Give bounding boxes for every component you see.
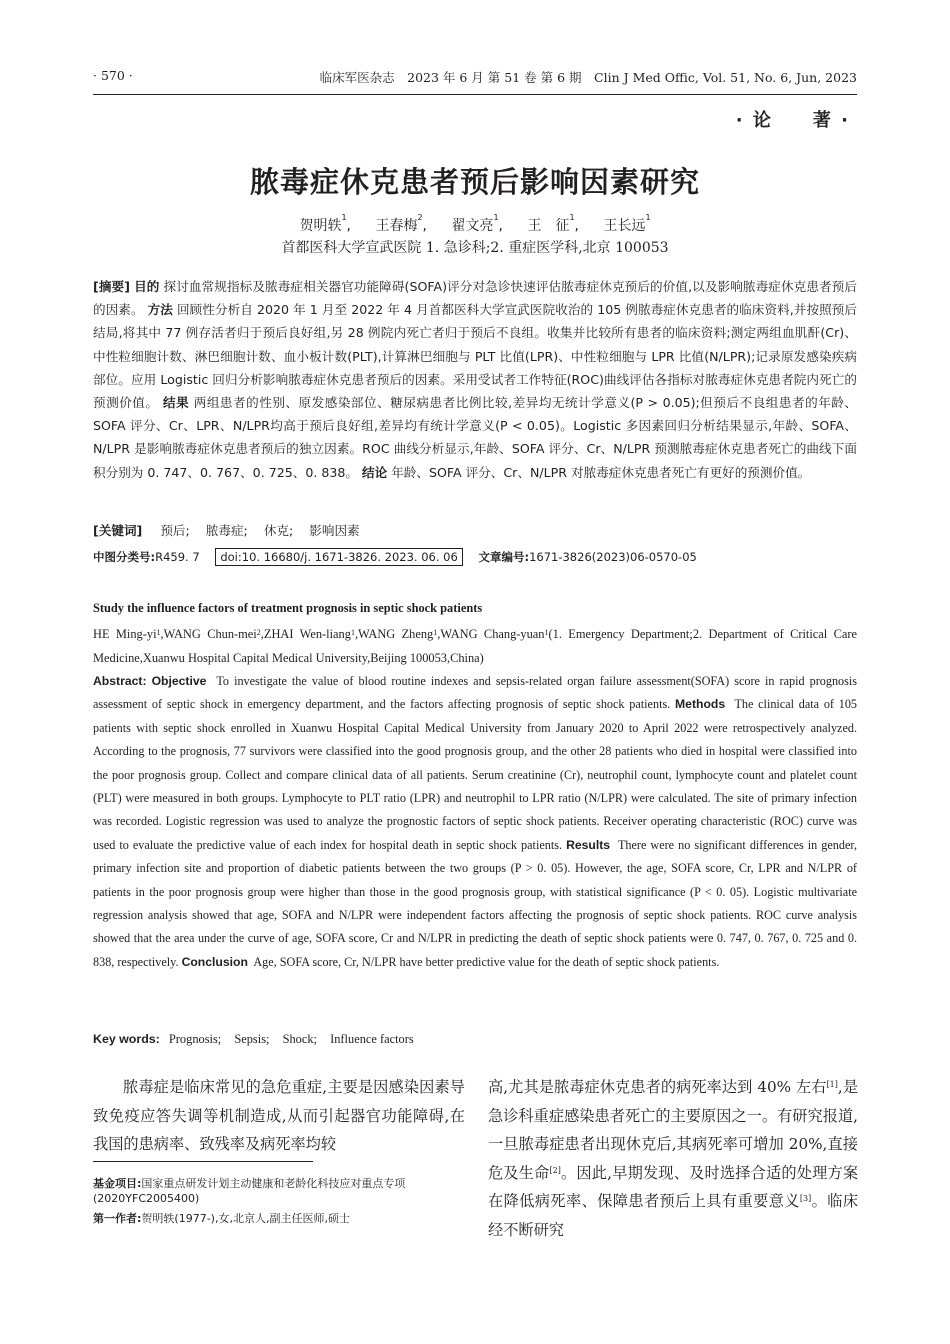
keyword-en: Prognosis; — [168, 1032, 222, 1046]
body-column-left: 脓毒症是临床常见的急危重症,主要是因感染因素导致免疫应答失调等机制造成,从而引起器官功能障碍,在我国的患病率、致残率及病死率均较 — [93, 1078, 465, 1154]
keyword: 预后; — [160, 523, 190, 538]
methods-text: 回顾性分析自 2020 年 1 月至 2022 年 4 月首都医科大学宣武医院收治的 105 例脓毒症休克患者的临床资料,并按照预后结局,将其中 77 例存活者归于预后良好组,另 28 例院内死亡者归于预后不良组。收集并比较所有患者的临床资料;测定两组血肌酐(Cr)、中性粒细胞计数、淋巴细胞计数、血小板计数(PLT),计算淋巴细胞与 PLT 比值(LPR)、中性粒细胞与 LPR 比值(N/LPR);记录原发感染疾病部位。应用 Logistic 回归分析影响脓毒症休克患者预后的因素。采用受试者工作特征(ROC)曲线评估各指标对脓毒症休克患者院内死亡的预测价值。 — [93, 302, 857, 411]
objective-text: 探讨血常规指标及脓毒症相关器官功能障碍(SOFA)评分对急诊快速评估脓毒症休克预后的价值,以及影响脓毒症休克患者预后的因素。 — [93, 279, 857, 318]
author: 贺明轶$^1$, — [299, 213, 351, 234]
keyword: 影响因素 — [309, 523, 360, 538]
keywords-cn — [93, 520, 857, 539]
keyword-en: Influence factors — [330, 1032, 414, 1046]
methods-label-en: Methods — [675, 697, 726, 712]
author: 王 征$^1$, — [527, 213, 579, 234]
conclusion-en: Age, SOFA score, Cr, N/LPR have better predictive value for the death of septic shock patients. — [253, 954, 720, 969]
article-title: 脓毒症休克患者预后影响因素研究 — [249, 165, 700, 199]
footnote-fund: 基金项目:国家重点研发计划主动健康和老龄化科技应对重点专项(2020YFC2005400) — [93, 1177, 406, 1205]
running-header — [93, 68, 857, 88]
keywords-label: [关键词] — [93, 523, 143, 538]
footnote-author: 第一作者:贺明轶(1977-),女,北京人,副主任医师,硕士 — [93, 1212, 350, 1225]
citation-ref: [2] — [549, 1165, 561, 1175]
english-title: Study the influence factors of treatment prognosis in septic shock patients — [93, 601, 483, 615]
keyword: 脓毒症; — [205, 523, 248, 538]
body-column-right: 高,尤其是脓毒症休克患者的病死率达到 40% 左右[1],是急诊科重症感染患者死亡的主要原因之一。有研究报道,一旦脓毒症患者出现休克后,其病死率可增加 20%,直接危及生命[2]。因此,早期发现、及时选择合适的处理方案在降低病死率、保障患者预后上具有重要意义[3]。临床经不断研究 — [488, 1078, 859, 1239]
author: 翟文亮$^1$, — [451, 213, 503, 234]
conclusion-text: 年龄、SOFA 评分、Cr、N/LPR 对脓毒症休克患者死亡有更好的预测价值。 — [391, 464, 811, 480]
doi-box: doi:10. 16680/j. 1671-3826. 2023. 06. 06 — [215, 548, 462, 566]
abstract-cn — [93, 275, 857, 484]
article-number: 1671-3826(2023)06-0570-05 — [529, 550, 697, 564]
keyword: 休克; — [263, 523, 294, 538]
article-number-label: 文章编号: — [478, 550, 530, 564]
methods-label: 方法 — [147, 302, 173, 318]
journal-citation: 临床军医杂志 2023 年 6 月 第 51 卷 第 6 期 Clin J Med Offic, Vol. 51, No. 6, Jun, 2023 — [319, 70, 857, 85]
author: 王长远$^1$ — [603, 213, 651, 234]
conclusion-label: 结论 — [362, 464, 388, 480]
column-tag: · 论 著 · — [735, 110, 850, 131]
clc-label: 中图分类号: — [93, 550, 156, 564]
footnote-rule — [93, 1161, 313, 1162]
abstract-label-en: Abstract: — [93, 674, 147, 688]
english-abstract — [93, 670, 857, 974]
english-affiliation: (1. Emergency Department;2. Department of Critical Care Medicine,Xuanwu Hospital Capital Medical University,Beijing 100053,China) — [93, 627, 858, 665]
affiliation: 首都医科大学宣武医院 1. 急诊科;2. 重症医学科,北京 100053 — [281, 240, 669, 256]
classification-line — [93, 549, 857, 565]
results-text: 两组患者的性别、原发感染部位、糖尿病患者比例比较,差异均无统计学意义(P > 0.05);但预后不良组患者的年龄、SOFA 评分、Cr、LPR、N/LPR均高于预后良好组,差异均有统计学意义(P < 0.05)。Logistic 多因素回归分析结果显示,年龄、SOFA、N/LPR 是影响脓毒症休克患者预后的独立因素。ROC 曲线分析显示,年龄、SOFA 评分、Cr、N/LPR 预测脓毒症休克患者死亡的曲线下面积分别为 0. 747、0. 767、0. 725、0. 838。 — [93, 395, 857, 480]
objective-label: 目的 — [134, 279, 160, 294]
results-label: 结果 — [163, 395, 190, 411]
keyword-en: Shock; — [282, 1032, 317, 1046]
citation-ref: [3] — [799, 1194, 812, 1204]
page-number: · 570 · — [93, 68, 133, 83]
abstract-label: [摘要] — [93, 279, 130, 294]
keywords-label-en: Key words: — [93, 1032, 160, 1046]
conclusion-label-en: Conclusion — [181, 954, 248, 969]
objective-label-en: Objective — [151, 674, 207, 688]
author: 王春梅$^2$, — [375, 213, 427, 234]
clc-value: R459. 7 — [155, 550, 200, 564]
english-keywords — [93, 1032, 424, 1047]
results-label-en: Results — [566, 837, 611, 852]
methods-en: The clinical data of 105 patients with septic shock enrolled in Xuanwu Hospital Capital Medical University from January 2020 to April 2022 were retrospectively analyzed. According to the prognosis, 77 survivors were classified into the good prognosis group, and the other 28 patients who died in hospital were classified into the poor prognosis group. Collect and compare clinical data of all patients. Serum creatinine (Cr), neutrophil count, lymphocyte count and platelet count (PLT) were measured in both groups. Lymphocyte to PLT ratio (LPR) and neutrophil to LPR ratio (N/LPR) were calculated. The site of primary infection was recorded. Logistic regression was used to analyze the prognostic factors of septic shock patients. Receiver operating characteristic (ROC) curve was used to evaluate the predictive value of each index for hospital death in septic shock patients. — [93, 697, 858, 852]
header-rule — [93, 94, 857, 95]
citation-ref: [1] — [826, 1080, 838, 1089]
english-authors: HE Ming-$yi^1,WANG$ Chun-mei$^2$,ZHAI Wen-liang$^1$,WANG Zheng$^1$,WANG Chang-yuan$^1$(1. Emergency Department;2. Department of Critical Care Medicine,Xuanwu Hospital Capital Medical University,Beijing 100053,China) — [93, 627, 858, 665]
results-en: There were no significant differences in gender, primary infection site and proportion of diabetic patients between the two groups (P > 0. 05). However, the age, SOFA score, Cr, LPR and N/LPR of patients in the poor prognosis group were higher than those in the good prognosis group, with statistical significance (P < 0. 05). Logistic multivariate regression analysis showed that age, SOFA and N/LPR were independent factors affecting the prognosis of septic shock patients. ROC curve analysis showed that the area under the curve of age, SOFA score, Cr and N/LPR in predicting the death of septic shock patients were 0. 747, 0. 767, 0. 725 and 0. 838, respectively. — [93, 837, 858, 969]
keyword-en: Sepsis; — [234, 1032, 270, 1046]
author-list — [0, 215, 950, 235]
objective-en: To investigate the value of blood routine indexes and sepsis-related organ failure assessment(SOFA) score in rapid prognosis assessment of septic shock in emergency department, and the factors affecting prognosis of septic shock patients. — [93, 674, 858, 712]
